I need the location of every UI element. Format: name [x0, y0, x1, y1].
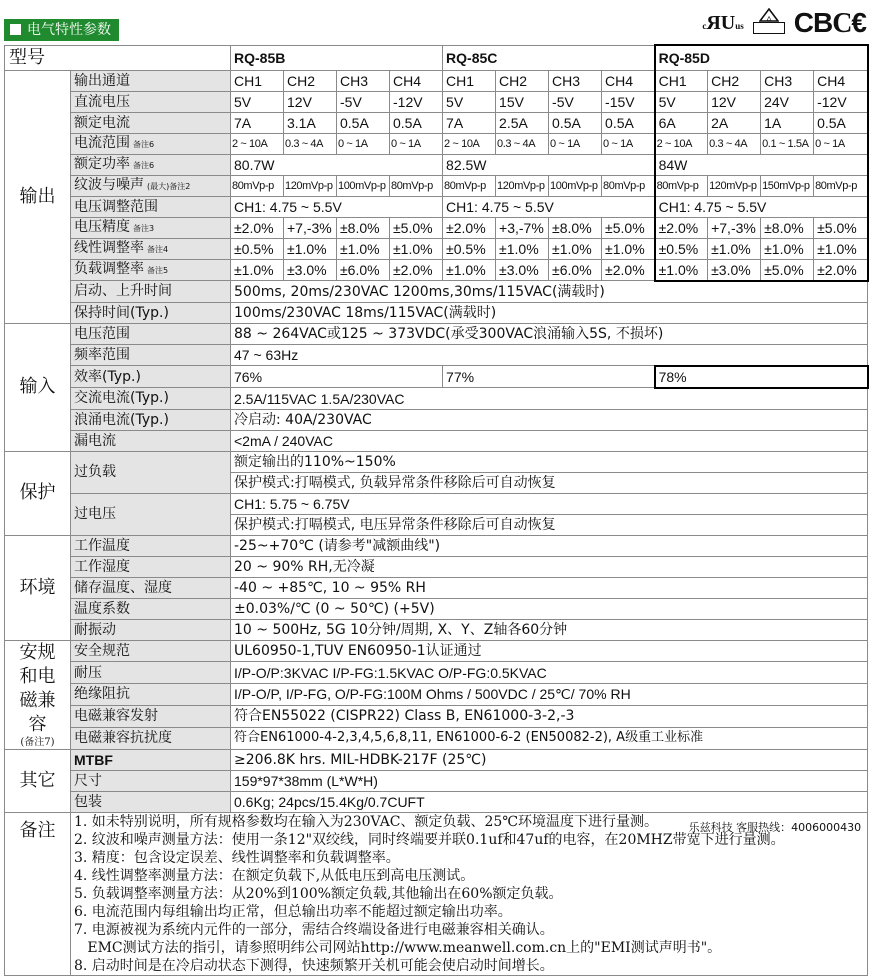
cell: CH1: 4.75 ~ 5.5V [231, 196, 443, 217]
note-ref: 备注6 [133, 139, 155, 149]
cell: CH4 [602, 70, 655, 91]
efficiency-label: 效率(Typ.) [71, 366, 231, 388]
top-bar [0, 0, 872, 44]
line-reg-label [71, 238, 231, 259]
square-icon [10, 24, 21, 35]
cell: 100ms/230VAC 18ms/115VAC(满载时) [231, 302, 868, 323]
cell: ±1.0% [549, 238, 602, 259]
vibration-label: 耐振动 [71, 619, 231, 640]
cell: CH4 [390, 70, 443, 91]
isolation-row [5, 684, 868, 706]
packing-label: 包装 [71, 791, 231, 812]
cell: ±5.0% [761, 259, 814, 281]
load-reg-row [5, 259, 868, 281]
cell: +7,-3% [708, 217, 761, 238]
note-line: 6. 电流范围内每组输出均正常，但总输出功率不能超过额定输出功率。 [74, 903, 512, 920]
cell: 2.5A/115VAC 1.5A/230VAC [231, 388, 868, 410]
tuv-triangle-icon [752, 8, 786, 38]
cell: UL60950-1,TUV EN60950-1认证通过 [231, 640, 868, 662]
safety-std-row [5, 640, 868, 662]
cell: ±8.0% [761, 217, 814, 238]
cell: ±3.0% [708, 259, 761, 281]
cell: 88 ~ 264VAC或125 ~ 373VDC(承受300VAC浪涌输入5S, 不损坏) [231, 323, 868, 344]
load-reg-label [71, 259, 231, 281]
cell: CH3 [549, 70, 602, 91]
label-text: 电流范围 [74, 134, 130, 151]
hotline: 乐兹科技 客服热线：4006000430 [688, 820, 862, 834]
rated-power-label [71, 154, 231, 175]
cell: 冷启动: 40A/230VAC [231, 409, 868, 430]
cell: 10 ~ 500Hz, 5G 10分钟/周期, X、Y、Z轴各60分钟 [231, 619, 868, 640]
cell: ±1.0% [496, 238, 549, 259]
label-text: 额定功率 [74, 155, 130, 172]
cell: ±0.5% [655, 238, 708, 259]
cell: 7A [231, 112, 284, 133]
cell: 额定输出的110%~150% [231, 451, 868, 472]
category-environment: 环境 [5, 535, 71, 640]
model-c: RQ-85C [443, 45, 655, 70]
setup-rise-label: 启动、上升时间 [71, 281, 231, 303]
cell: 0.6Kg; 24pcs/15.4Kg/0.7CUFT [231, 791, 868, 812]
cell: ±1.0% [231, 259, 284, 281]
emc-immunity-row [5, 727, 868, 749]
label-text: 负载调整率 [74, 260, 144, 277]
cell: 0 ~ 1A [549, 133, 602, 154]
cell: ±2.0% [602, 259, 655, 281]
category-notes: 备注 [5, 812, 71, 975]
note-ref: 备注3 [133, 223, 155, 233]
voltage-range-label: 电压范围 [71, 323, 231, 344]
ac-current-label: 交流电流(Typ.) [71, 388, 231, 410]
model-b: RQ-85B [231, 45, 443, 70]
vibration-row [5, 619, 868, 640]
cell: 2 ~ 10A [655, 133, 708, 154]
cell: CH1 [443, 70, 496, 91]
cell: ±2.0% [814, 259, 868, 281]
hold-up-label: 保持时间(Typ.) [71, 302, 231, 323]
cell: I/P-O/P:3KVAC I/P-FG:1.5KVAC O/P-FG:0.5KVAC [231, 662, 868, 684]
dc-voltage-label: 直流电压 [71, 91, 231, 112]
inrush-label: 浪涌电流(Typ.) [71, 409, 231, 430]
ripple-row [5, 175, 868, 196]
channels-row [5, 70, 868, 91]
cell: ±1.0% [284, 238, 337, 259]
cell: 5V [231, 91, 284, 112]
cell: 符合EN61000-4-2,3,4,5,6,8,11, EN61000-6-2 (EN50082-2), A级重工业标准 [231, 727, 868, 749]
cell: CH1: 4.75 ~ 5.5V [655, 196, 868, 217]
cell: 保护模式:打嗝模式, 负载异常条件移除后可自动恢复 [231, 472, 868, 493]
cell: ±6.0% [337, 259, 390, 281]
cell: ±5.0% [814, 217, 868, 238]
model-label: 型号 [5, 45, 231, 70]
hold-up-row [5, 302, 868, 323]
certification-logos [702, 8, 866, 38]
cell: 0.1 ~ 1.5A [761, 133, 814, 154]
dimension-label: 尺寸 [71, 770, 231, 791]
voltage-adj-row [5, 196, 868, 217]
note-line: 8. 启动时间是在冷启动状态下测得，快速频繁开关机可能会使启动时间增长。 [74, 957, 554, 974]
mtbf-row [5, 749, 868, 770]
cell: I/P-O/P, I/P-FG, O/P-FG:100M Ohms / 500VDC / 25℃/ 70% RH [231, 684, 868, 706]
cell: 76% [231, 366, 443, 388]
cell: ±5.0% [602, 217, 655, 238]
cell: 80.7W [231, 154, 443, 175]
cell: -5V [549, 91, 602, 112]
cell: 2.5A [496, 112, 549, 133]
cell: CH3 [761, 70, 814, 91]
note-line: 1. 如未特别说明，所有规格参数均在输入为230VAC、额定负载、25℃环境温度下进行量测。 [74, 813, 658, 830]
cell: 0.5A [549, 112, 602, 133]
category-input: 输入 [5, 323, 71, 451]
cell: ±1.0% [337, 238, 390, 259]
cell: ±1.0% [814, 238, 868, 259]
cell: 120mVp-p [284, 175, 337, 196]
cell: ±1.0% [602, 238, 655, 259]
cell: 5V [655, 91, 708, 112]
cell: ±2.0% [655, 217, 708, 238]
efficiency-row [5, 366, 868, 388]
emc-immunity-label: 电磁兼容抗扰度 [71, 727, 231, 749]
voltage-range-row [5, 323, 868, 344]
cell: ±3.0% [496, 259, 549, 281]
cell: ±1.0% [390, 238, 443, 259]
cell: ±0.5% [443, 238, 496, 259]
cell: CH3 [337, 70, 390, 91]
rated-current-label: 额定电流 [71, 112, 231, 133]
cell: -15V [602, 91, 655, 112]
cell: ±1.0% [761, 238, 814, 259]
cell: -12V [390, 91, 443, 112]
overvoltage-label: 过电压 [71, 493, 231, 535]
current-range-row [5, 133, 868, 154]
cell: 20 ~ 90% RH,无冷凝 [231, 556, 868, 577]
cell: 77% [443, 366, 655, 388]
cell: ±5.0% [390, 217, 443, 238]
cell: CH1 [231, 70, 284, 91]
section-title: 电气特性参数 [4, 19, 119, 41]
temp-coef-label: 温度系数 [71, 598, 231, 619]
current-range-label [71, 133, 231, 154]
emc-emission-row [5, 705, 868, 727]
cell: 2 ~ 10A [231, 133, 284, 154]
work-temp-row [5, 535, 868, 556]
cell: 100mVp-p [337, 175, 390, 196]
svg-text:△: △ [766, 16, 772, 22]
cell: 6A [655, 112, 708, 133]
overload-label: 过负载 [71, 451, 231, 493]
cell: 0 ~ 1A [337, 133, 390, 154]
work-humidity-row [5, 556, 868, 577]
cell: +3,-7% [496, 217, 549, 238]
notes-cell [71, 812, 868, 975]
cell: 0 ~ 1A [390, 133, 443, 154]
note-ref: 备注4 [147, 244, 169, 254]
withstand-row [5, 662, 868, 684]
storage-row [5, 577, 868, 598]
overload-row-1 [5, 451, 868, 472]
cell: ≥206.8K hrs. MIL-HDBK-217F (25℃) [231, 749, 868, 770]
cell: 82.5W [443, 154, 655, 175]
setup-rise-row [5, 281, 868, 303]
cell: -40 ~ +85℃, 10 ~ 95% RH [231, 577, 868, 598]
notes-row [5, 812, 868, 975]
cell: 80mVp-p [231, 175, 284, 196]
cell: CH1 [655, 70, 708, 91]
cell: 84W [655, 154, 868, 175]
spec-table [4, 44, 869, 976]
ac-current-row [5, 388, 868, 410]
cell: ±1.0% [655, 259, 708, 281]
cell: +7,-3% [284, 217, 337, 238]
category-safety [5, 640, 71, 749]
cell: ±2.0% [443, 217, 496, 238]
cell: 80mVp-p [390, 175, 443, 196]
note-ref: 备注6 [133, 160, 155, 170]
model-d: RQ-85D [655, 45, 868, 70]
cell: 100mVp-p [549, 175, 602, 196]
cell: 80mVp-p [655, 175, 708, 196]
temp-coef-row [5, 598, 868, 619]
category-safety-text: 安规和电磁兼容 [19, 641, 56, 735]
model-row [5, 45, 868, 70]
note-line: 4. 线性调整率测量方法：在额定负载下,从低电压到高电压测试。 [74, 867, 475, 884]
cell: -5V [337, 91, 390, 112]
cell: 1A [761, 112, 814, 133]
line-reg-row [5, 238, 868, 259]
cell: 0.5A [390, 112, 443, 133]
ul-mark: cЯUus [702, 11, 744, 34]
cell: ±1.0% [443, 259, 496, 281]
note-line: EMC测试方法的指引，请参照明纬公司网站http://www.meanwell.com.cn上的"EMI测试声明书"。 [74, 939, 722, 956]
cell: 24V [761, 91, 814, 112]
leakage-row [5, 430, 868, 451]
cell: 0.5A [602, 112, 655, 133]
rated-power-row [5, 154, 868, 175]
note-line: 3. 精度：包含设定误差、线性调整率和负载调整率。 [74, 849, 400, 866]
cell: 7A [443, 112, 496, 133]
category-protection: 保护 [5, 451, 71, 535]
note-ref: 备注5 [147, 265, 169, 275]
withstand-label: 耐压 [71, 662, 231, 684]
label-text: 纹波与噪声 [74, 176, 144, 193]
cell: 5V [443, 91, 496, 112]
dimension-row [5, 770, 868, 791]
label-text: 电压精度 [74, 218, 130, 235]
cell: -12V [814, 91, 868, 112]
cb-ce-mark: CBC€ [793, 6, 866, 39]
freq-range-label: 频率范围 [71, 344, 231, 366]
work-temp-label: 工作温度 [71, 535, 231, 556]
cell: 符合EN55022 (CISPR22) Class B, EN61000-3-2,-3 [231, 705, 868, 727]
cell: 2A [708, 112, 761, 133]
cell: 15V [496, 91, 549, 112]
cell: 120mVp-p [708, 175, 761, 196]
cell: 12V [708, 91, 761, 112]
cell: 0 ~ 1A [602, 133, 655, 154]
storage-label: 储存温度、湿度 [71, 577, 231, 598]
voltage-tol-label [71, 217, 231, 238]
cell: 0.5A [814, 112, 868, 133]
cell: ±3.0% [284, 259, 337, 281]
cell: 0.5A [337, 112, 390, 133]
inrush-row [5, 409, 868, 430]
rated-current-row [5, 112, 868, 133]
work-humidity-label: 工作湿度 [71, 556, 231, 577]
note-line: 7. 电源被视为系统内元件的一部分，需结合终端设备进行电磁兼容相关确认。 [74, 921, 554, 938]
cell: 0.3 ~ 4A [284, 133, 337, 154]
freq-range-row [5, 344, 868, 366]
cell: 47 ~ 63Hz [231, 344, 868, 366]
cell: 12V [284, 91, 337, 112]
isolation-label: 绝缘阻抗 [71, 684, 231, 706]
cell: ±0.03%/℃ (0 ~ 50℃) (+5V) [231, 598, 868, 619]
note-line: 5. 负载调整率测量方法：从20%到100%额定负载,其他输出在60%额定负载。 [74, 885, 563, 902]
cell: ±8.0% [337, 217, 390, 238]
cell: ±8.0% [549, 217, 602, 238]
category-other: 其它 [5, 749, 71, 812]
cell: ±0.5% [231, 238, 284, 259]
cell: CH1: 4.75 ~ 5.5V [443, 196, 655, 217]
voltage-adj-label: 电压调整范围 [71, 196, 231, 217]
note-ref: (最大)备注2 [147, 181, 191, 191]
mtbf-label: MTBF [71, 749, 231, 770]
cell: CH2 [496, 70, 549, 91]
cell: 保护模式:打嗝模式, 电压异常条件移除后可自动恢复 [231, 514, 868, 535]
cell: 80mVp-p [602, 175, 655, 196]
cell: 2 ~ 10A [443, 133, 496, 154]
cell: ±6.0% [549, 259, 602, 281]
cell: ±2.0% [231, 217, 284, 238]
cell: 80mVp-p [443, 175, 496, 196]
label-text: 线性调整率 [74, 239, 144, 256]
channels-label: 输出通道 [71, 70, 231, 91]
cell: ±2.0% [390, 259, 443, 281]
cell: 150mVp-p [761, 175, 814, 196]
cell: CH4 [814, 70, 868, 91]
cell: 500ms, 20ms/230VAC 1200ms,30ms/115VAC(满载时) [231, 281, 868, 303]
cell: 3.1A [284, 112, 337, 133]
packing-row [5, 791, 868, 812]
leakage-label: 漏电流 [71, 430, 231, 451]
overvoltage-row-1 [5, 493, 868, 514]
cell: 0 ~ 1A [814, 133, 868, 154]
cell: 159*97*38mm (L*W*H) [231, 770, 868, 791]
cell: -25~+70℃ (请参考"减额曲线") [231, 535, 868, 556]
category-safety-note: (备注7) [20, 736, 55, 748]
dc-voltage-row [5, 91, 868, 112]
voltage-tol-row [5, 217, 868, 238]
cell: 120mVp-p [496, 175, 549, 196]
cell: CH2 [708, 70, 761, 91]
cell: CH1: 5.75 ~ 6.75V [231, 493, 868, 514]
safety-std-label: 安全规范 [71, 640, 231, 662]
cell: CH2 [284, 70, 337, 91]
cell: 0.3 ~ 4A [496, 133, 549, 154]
cell: 78% [655, 366, 868, 388]
cell: 80mVp-p [814, 175, 868, 196]
ripple-label [71, 175, 231, 196]
cell: 0.3 ~ 4A [708, 133, 761, 154]
emc-emission-label: 电磁兼容发射 [71, 705, 231, 727]
cell: ±1.0% [708, 238, 761, 259]
cell: <2mA / 240VAC [231, 430, 868, 451]
category-output: 输出 [5, 70, 71, 323]
note-line: 2. 纹波和噪声测量方法：使用一条12"双绞线，同时终端要并联0.1uf和47uf的电容，在20MHZ带宽下进行量测。 [74, 831, 785, 848]
